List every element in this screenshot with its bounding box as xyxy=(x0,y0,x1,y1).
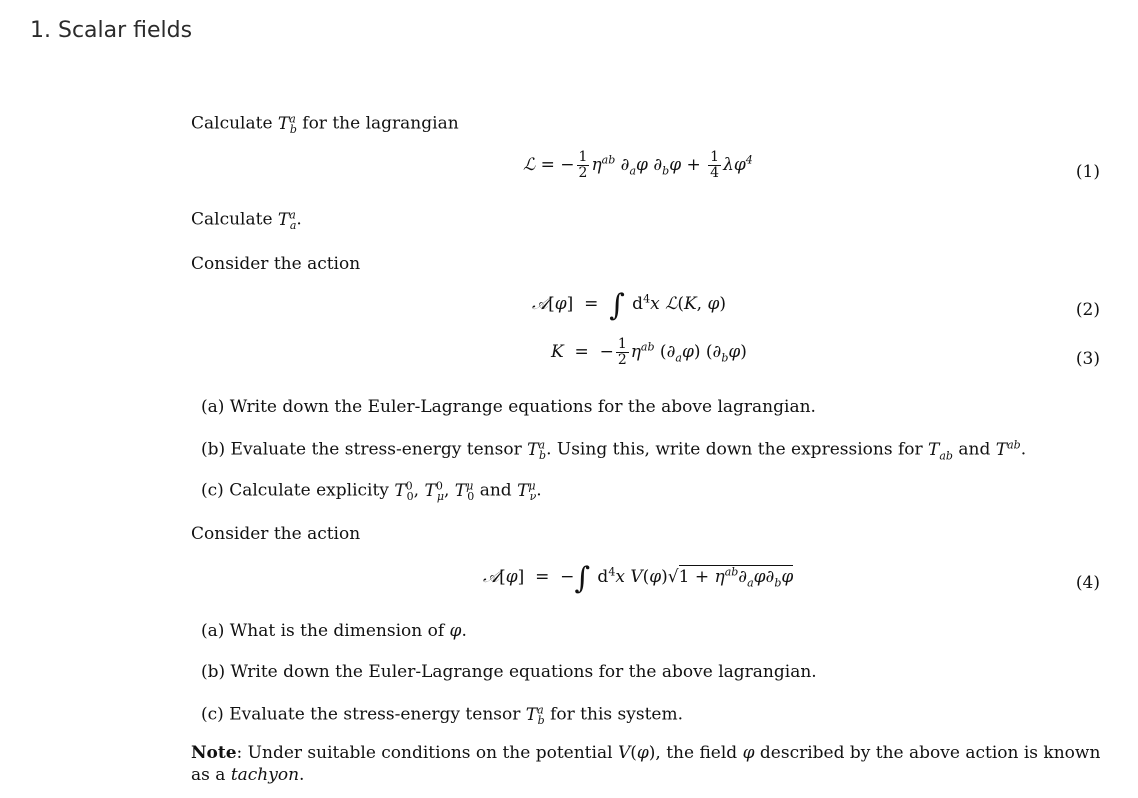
item-a-2: (a) What is the dimension of φ. xyxy=(201,621,467,641)
equation-4-number: (4) xyxy=(1075,573,1100,593)
note-paragraph: Note: Under suitable conditions on the potential V(φ), the field φ described by the above action is known as a tachyon. xyxy=(191,743,1101,785)
item-b-1: (b) Evaluate the stress-energy tensor $T^a_b$. Using this, write down the expressions for $T_{ab}$ and $T^{ab}$. xyxy=(201,438,1027,463)
equation-1: ℒ = − $\frac{1}{2}$ $\eta^{ab}$ $\partial_a\varphi$ $\partial_b\varphi$ + $\frac{1}{4}$ $\lambda\varphi^4$ xyxy=(523,149,753,181)
item-c-1: (c) Calculate explicity $T^0_0$, $T^0_\mu$, $T^\mu_0$ and $T^\mu_\nu$. xyxy=(201,479,542,504)
item-a-1: (a) Write down the Euler-Lagrange equations for the above lagrangian. xyxy=(201,397,816,417)
consider-action-2: Consider the action xyxy=(191,524,361,544)
note-tachyon: tachyon xyxy=(230,765,300,785)
equation-2-number: (2) xyxy=(1075,300,1100,320)
equation-2: 𝒜[φ] = ∫ $d^4x$ ℒ(K, φ) xyxy=(532,288,727,323)
calc-taa-line: Calculate $T^a_a$. xyxy=(191,208,302,233)
calc-tab-line: Calculate $T^a_b$ for the lagrangian xyxy=(191,112,459,137)
equation-1-number: (1) xyxy=(1075,162,1100,182)
consider-action-1: Consider the action xyxy=(191,254,361,274)
section-title: 1. Scalar fields xyxy=(30,18,193,43)
equation-3: K = − $\frac{1}{2}$ $\eta^{ab}$ $(\partial_a\varphi)$ $(\partial_b\varphi)$ xyxy=(551,336,747,368)
equation-3-number: (3) xyxy=(1075,349,1100,369)
item-b-2: (b) Write down the Euler-Lagrange equations for the above lagrangian. xyxy=(201,662,817,682)
item-c-2: (c) Evaluate the stress-energy tensor $T^a_b$ for this system. xyxy=(201,703,683,728)
note-label: Note xyxy=(191,743,237,763)
equation-4: 𝒜[φ] = −∫ $d^4x$ $V(\varphi)√1 + \eta^{ab}\partial_a\varphi\partial_b\varphi$ xyxy=(483,561,794,596)
